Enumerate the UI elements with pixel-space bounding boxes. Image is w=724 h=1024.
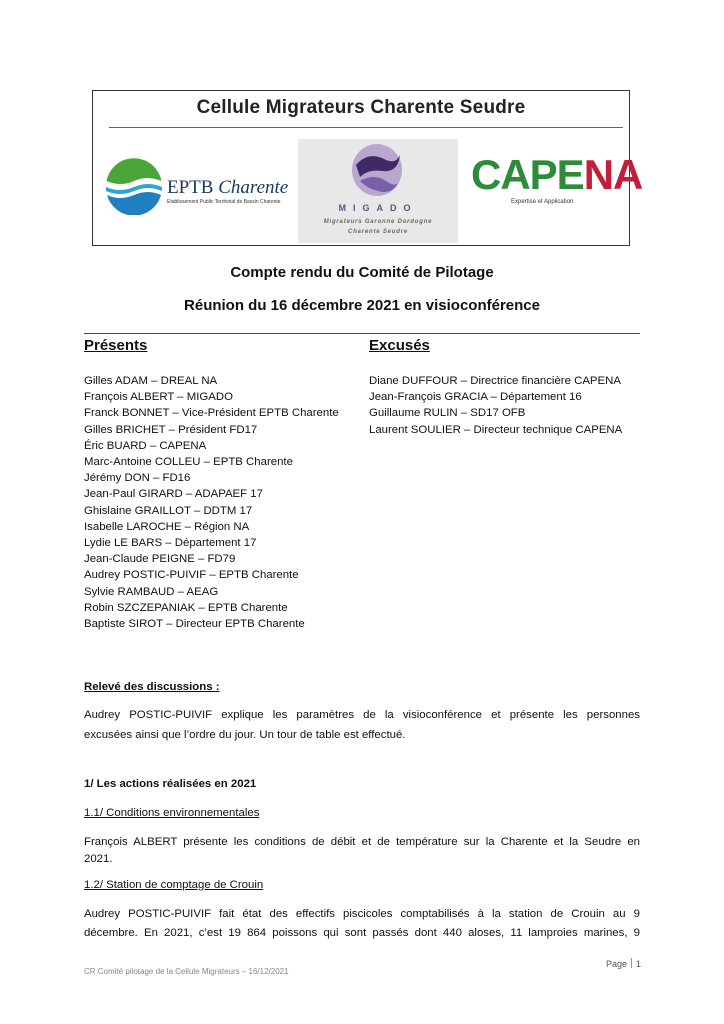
presents-list (84, 373, 339, 632)
eptb-name-italic: Charente (218, 177, 289, 198)
meeting-subtitle: Réunion du 16 décembre 2021 en visioconférence (184, 297, 540, 314)
list-item: Baptiste SIROT – Directeur EPTB Charente (84, 618, 305, 631)
list-item: Gilles BRICHET – Président FD17 (84, 423, 258, 436)
list-item: Gilles ADAM – DREAL NA (84, 375, 218, 387)
section-1-heading: 1/ Les actions réalisées en 2021 (84, 778, 257, 790)
migado-name: MIGADO (338, 203, 418, 213)
list-item: Audrey POSTIC-PUIVIF – EPTB Charente (84, 569, 299, 582)
list-item: Diane DUFFOUR – Directrice financière CAPENA (369, 375, 621, 387)
list-item: Marc-Antoine COLLEU – EPTB Charente (84, 456, 293, 469)
list-item: Guillaume RULIN – SD17 OFB (369, 407, 526, 420)
migado-subtitle-2: Charente Seudre (347, 229, 408, 235)
section-1-1-line-2: 2021. (84, 853, 113, 865)
list-item: François ALBERT – MIGADO (84, 391, 233, 404)
section-1-2-line-1: Audrey POSTIC-PUIVIF fait état des effectifs piscicoles comptabilisés à la station de Crouin au 9 (84, 908, 640, 920)
list-item: Jean-Claude PEIGNE – FD79 (84, 553, 236, 566)
capena-wordmark-part1: CAPE (471, 151, 584, 198)
capena-logo (471, 151, 643, 221)
list-item: Éric BUARD – CAPENA (84, 439, 207, 452)
page-separator (631, 958, 632, 968)
migado-fish-icon (350, 143, 404, 197)
list-item: Ghislaine GRAILLOT – DDTM 17 (84, 504, 253, 517)
title-divider (84, 333, 640, 334)
list-item: Robin SZCZEPANIAK – EPTB Charente (84, 601, 288, 614)
list-item: Sylvie RAMBAUD – AEAG (84, 585, 219, 598)
list-item: Jean-François GRACIA – Département 16 (369, 391, 582, 404)
discussions-intro-line-2: excusées ainsi que l’ordre du jour. Un tour de table est effectué. (84, 729, 406, 741)
page-number (606, 958, 641, 969)
header-divider (109, 127, 623, 128)
header-box (92, 90, 643, 246)
eptb-name (167, 177, 288, 199)
eptb-wave-icon (105, 157, 163, 215)
section-1-2-heading: 1.2/ Station de comptage de Crouin (84, 879, 264, 891)
capena-wordmark-part2: NA (583, 151, 643, 198)
section-1-2-line-2: décembre. En 2021, c’est 19 864 poissons qui sont passés dont 440 aloses, 11 lamproies marines, 9 (84, 927, 640, 939)
list-item: Laurent SOULIER – Directeur technique CAPENA (369, 423, 623, 436)
page-number-value: 1 (636, 959, 642, 969)
eptb-logo (105, 157, 301, 217)
list-item: Franck BONNET – Vice-Président EPTB Charente (84, 407, 339, 420)
list-item: Jean-Paul GIRARD – ADAPAEF 17 (84, 488, 263, 501)
migado-logo (298, 139, 458, 243)
migado-subtitle-1: Migrateurs Garonne Dordogne (323, 219, 433, 225)
discussions-intro-line-1: Audrey POSTIC-PUIVIF explique les paramètres de la visioconférence et présente les personnes (84, 709, 640, 721)
page-label: Page (606, 959, 628, 969)
list-item: Isabelle LAROCHE – Région NA (84, 520, 250, 533)
capena-subtitle: Expertise et Application (511, 199, 574, 205)
footer-text: CR Comité pilotage de la Cellule Migrateurs – 16/12/2021 (84, 967, 289, 976)
list-item: Lydie LE BARS – Département 17 (84, 537, 257, 550)
section-1-1-heading: 1.1/ Conditions environnementales (84, 807, 260, 819)
presents-heading: Présents (84, 337, 148, 354)
section-1-1-line-1: François ALBERT présente les conditions de débit et de température sur la Charente et la Seudre en (84, 836, 640, 848)
document-title: Compte rendu du Comité de Pilotage (230, 264, 494, 281)
capena-wordmark (471, 151, 642, 199)
excuses-list (369, 373, 622, 438)
eptb-name-main: EPTB (167, 177, 219, 198)
excuses-heading: Excusés (369, 337, 430, 354)
list-item: Jérémy DON – FD16 (84, 472, 191, 485)
eptb-subtitle: Etablissement Public Territorial de Bassin Charente (167, 199, 281, 205)
header-title: Cellule Migrateurs Charente Seudre (196, 97, 526, 118)
discussions-heading: Relevé des discussions : (84, 681, 220, 693)
